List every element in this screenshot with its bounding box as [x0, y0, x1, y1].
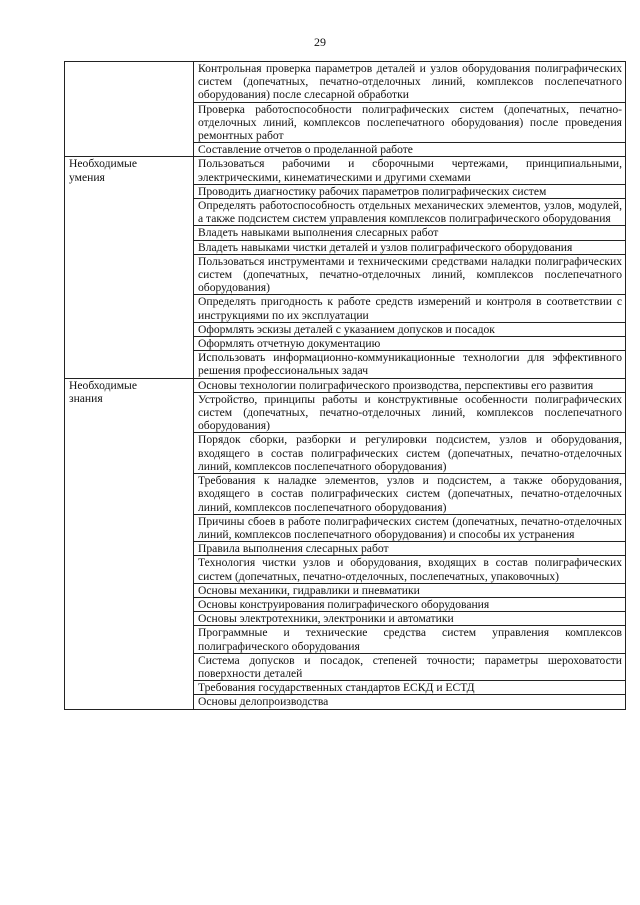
table-cell-item: Пользоваться рабочими и сборочными чертежами, принципиальными, электрическими, кинематическими и другими схемами: [194, 157, 626, 184]
table-cell-item: Основы электротехники, электроники и автоматики: [194, 612, 626, 626]
section-label: Необходимые умения: [69, 157, 137, 184]
table-cell-item: Устройство, принципы работы и конструктивные особенности полиграфических систем (допечатных, печатно-отделочных линий, комплексов послепечатного оборудования): [194, 392, 626, 433]
table-cell-item: Использовать информационно-коммуникационные технологии для эффективного решения профессиональных задач: [194, 351, 626, 378]
section-label-cell: [65, 157, 194, 378]
table-cell-item: Требования к наладке элементов, узлов и подсистем, а также оборудования, входящего в состав полиграфических систем (допечатных, печатно-отделочных линий, комплексов послепечатного оборудования): [194, 474, 626, 515]
table-cell-item: Определять пригодность к работе средств измерений и контроля в соответствии с инструкциями по их эксплуатации: [194, 295, 626, 322]
section-label-cell: [65, 62, 194, 157]
table-cell-item: Владеть навыками выполнения слесарных работ: [194, 226, 626, 240]
table-cell-item: Пользоваться инструментами и техническими средствами наладки полиграфических систем (допечатных, печатно-отделочных линий, комплексов послепечатного оборудования): [194, 254, 626, 295]
table-cell-item: Система допусков и посадок, степеней точности; параметры шероховатости поверхности деталей: [194, 653, 626, 680]
table-cell-item: Программные и технические средства систем управления комплексов полиграфического оборудования: [194, 626, 626, 653]
table-cell-item: Оформлять эскизы деталей с указанием допусков и посадок: [194, 322, 626, 336]
table-cell-item: Оформлять отчетную документацию: [194, 337, 626, 351]
table-cell-item: Проводить диагностику рабочих параметров полиграфических систем: [194, 184, 626, 198]
table-cell-item: Владеть навыками чистки деталей и узлов полиграфического оборудования: [194, 240, 626, 254]
competency-table: [64, 61, 626, 710]
table-cell-item: Основы конструирования полиграфического оборудования: [194, 597, 626, 611]
table-cell-item: Правила выполнения слесарных работ: [194, 542, 626, 556]
table-row: [65, 62, 626, 103]
table-cell-item: Требования государственных стандартов ЕСКД и ЕСТД: [194, 681, 626, 695]
table-cell-item: Составление отчетов о проделанной работе: [194, 143, 626, 157]
table-cell-item: Порядок сборки, разборки и регулировки подсистем, узлов и оборудования, входящего в состав полиграфических систем (допечатных, печатно-отделочных линий, комплексов послепечатного оборудования): [194, 433, 626, 474]
table-cell-item: Контрольная проверка параметров деталей и узлов оборудования полиграфических систем (допечатных, печатно-отделочных линий, комплексов послепечатного оборудования) после слесарной обработки: [194, 62, 626, 103]
section-label-cell: [65, 378, 194, 709]
table-row: [65, 378, 626, 392]
competency-table-body: [65, 62, 626, 710]
table-cell-item: Основы механики, гидравлики и пневматики: [194, 583, 626, 597]
table-cell-item: Проверка работоспособности полиграфических систем (допечатных, печатно-отделочных линий, комплексов послепечатного оборудования) после проведения ремонтных работ: [194, 102, 626, 143]
page-number: 29: [314, 35, 326, 49]
table-cell-item: Основы делопроизводства: [194, 695, 626, 709]
table-cell-item: Технология чистки узлов и оборудования, входящих в состав полиграфических систем (допечатных, печатно-отделочных, послепечатных, упаковочных): [194, 556, 626, 583]
table-row: [65, 157, 626, 184]
table-cell-item: Причины сбоев в работе полиграфических систем (допечатных, печатно-отделочных линий, комплексов послепечатного оборудования) и способы их устранения: [194, 514, 626, 541]
table-cell-item: Определять работоспособность отдельных механических элементов, узлов, модулей, а также подсистем систем управления комплексов полиграфического оборудования: [194, 199, 626, 226]
section-label: Необходимые знания: [69, 378, 137, 405]
table-cell-item: Основы технологии полиграфического производства, перспективы его развития: [194, 378, 626, 392]
